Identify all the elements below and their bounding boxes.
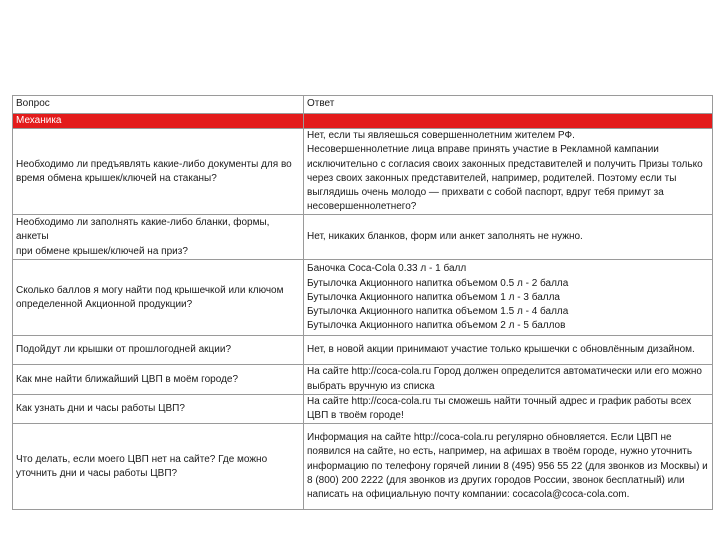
answer-cell: Нет, никаких бланков, форм или анкет заполнять не нужно. bbox=[304, 215, 713, 260]
table-header-row bbox=[13, 96, 713, 114]
question-cell: Что делать, если моего ЦВП нет на сайте? Где можно уточнить дни и часы работы ЦВП? bbox=[13, 424, 304, 510]
table-row bbox=[13, 129, 713, 215]
answer-cell: Информация на сайте http://coca-cola.ru регулярно обновляется. Если ЦВП не появился на сайте, но есть, например, на афишах в твоём городе, нужно уточнить информацию по телефону горячей линии 8 (495) 956 55 22 (для звонков из Москвы) и 8 (800) 200 2222 (для звонков из других городов России, звонок бесплатный) или написать на официальную почту компании: cocacola@coca-cola.com. bbox=[304, 424, 713, 510]
answer-cell: На сайте http://coca-cola.ru Город должен определится автоматически или его можно выбрать вручную из списка bbox=[304, 365, 713, 394]
question-cell: Необходимо ли предъявлять какие-либо документы для во время обмена крышек/ключей на стаканы? bbox=[13, 129, 304, 215]
section-row bbox=[13, 114, 713, 129]
column-header-answer: Ответ bbox=[304, 96, 713, 114]
table-row bbox=[13, 260, 713, 336]
question-cell: Подойдут ли крышки от прошлогодней акции? bbox=[13, 336, 304, 365]
table-row bbox=[13, 394, 713, 423]
column-header-question: Вопрос bbox=[13, 96, 304, 114]
table-row bbox=[13, 424, 713, 510]
question-cell: Как узнать дни и часы работы ЦВП? bbox=[13, 394, 304, 423]
answer-cell: Нет, в новой акции принимают участие только крышечки с обновлённым дизайном. bbox=[304, 336, 713, 365]
table-row bbox=[13, 365, 713, 394]
section-filler bbox=[304, 114, 713, 129]
section-title: Механика bbox=[13, 114, 304, 129]
answer-cell: На сайте http://coca-cola.ru ты сможешь найти точный адрес и график работы всех ЦВП в твоём городе! bbox=[304, 394, 713, 423]
table-row bbox=[13, 336, 713, 365]
answer-cell: Нет, если ты являешься совершеннолетним жителем РФ. Несовершеннолетние лица вправе принять участие в Рекламной кампании исключительно с согласия своих законных представителей и получить Призы только через своих законных представителей, например, родителей. Поэтому если ты выглядишь очень молодо — прихвати с собой паспорт, вдруг тебя примут за несовершеннолетнего? bbox=[304, 129, 713, 215]
question-cell: Как мне найти ближайший ЦВП в моём городе? bbox=[13, 365, 304, 394]
answer-cell: Баночка Coca-Cola 0.33 л - 1 балл Бутылочка Акционного напитка объемом 0.5 л - 2 балла Бутылочка Акционного напитка объемом 1 л - 3 балла Бутылочка Акционного напитка объемом 1.5 л - 4 балла Бутылочка Акционного напитка объемом 2 л - 5 баллов bbox=[304, 260, 713, 336]
question-cell: Необходимо ли заполнять какие-либо бланки, формы, анкеты при обмене крышек/ключей на приз? bbox=[13, 215, 304, 260]
table-row bbox=[13, 215, 713, 260]
question-cell: Сколько баллов я могу найти под крышечкой или ключом определенной Акционной продукции? bbox=[13, 260, 304, 336]
faq-table bbox=[12, 95, 713, 510]
